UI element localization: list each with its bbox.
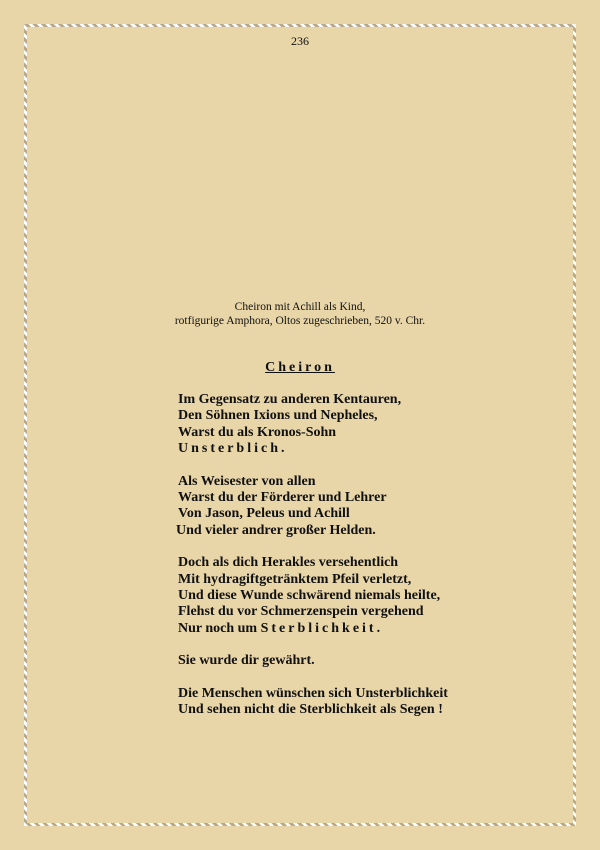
poem-line: Doch als dich Herakles versehentlich [178,555,399,571]
page-number: 236 [291,34,309,48]
poem-line: Und sehen nicht die Sterblichkeit als Segen ! [178,702,443,718]
caption-line: Cheiron mit Achill als Kind, [234,301,366,313]
image-caption [0,300,600,328]
stanza-5 [178,686,518,719]
poem-body [178,392,518,735]
poem-line-emphasis: Unsterblich. [178,441,288,457]
stanza-4 [178,653,518,669]
poem-line: Die Menschen wünschen sich Unsterblichkeit [178,685,448,701]
poem-line-emphasis: Sterblichkeit. [260,620,384,636]
poem-line-part: Nur noch um [178,620,258,636]
poem-line: Warst du als Kronos-Sohn [178,424,337,440]
stanza-1 [178,392,518,458]
poem-line: Sie wurde dir gewährt. [178,653,315,669]
stanza-3 [178,555,518,637]
poem-title: Cheiron [265,360,335,375]
poem-line: Mit hydragiftgetränktem Pfeil verletzt, [178,571,412,587]
poem-line: Von Jason, Peleus und Achill [178,506,350,522]
poem-line: Den Söhnen Ixions und Nepheles, [178,408,378,424]
poem-line: Warst du der Förderer und Lehrer [178,490,387,506]
poem-line-mixed [178,621,518,637]
poem-line: Und vieler andrer großer Helden. [176,522,376,538]
poem-line: Als Weisester von allen [178,473,316,489]
poem-line: Und diese Wunde schwärend niemals heilte, [178,588,441,604]
stanza-2 [178,474,518,540]
poem-line: Im Gegensatz zu anderen Kentauren, [178,392,402,407]
poem-line: Flehst du vor Schmerzenspein vergehend [178,604,424,620]
caption-line: rotfigurige Amphora, Oltos zugeschrieben, 520 v. Chr. [174,315,426,327]
